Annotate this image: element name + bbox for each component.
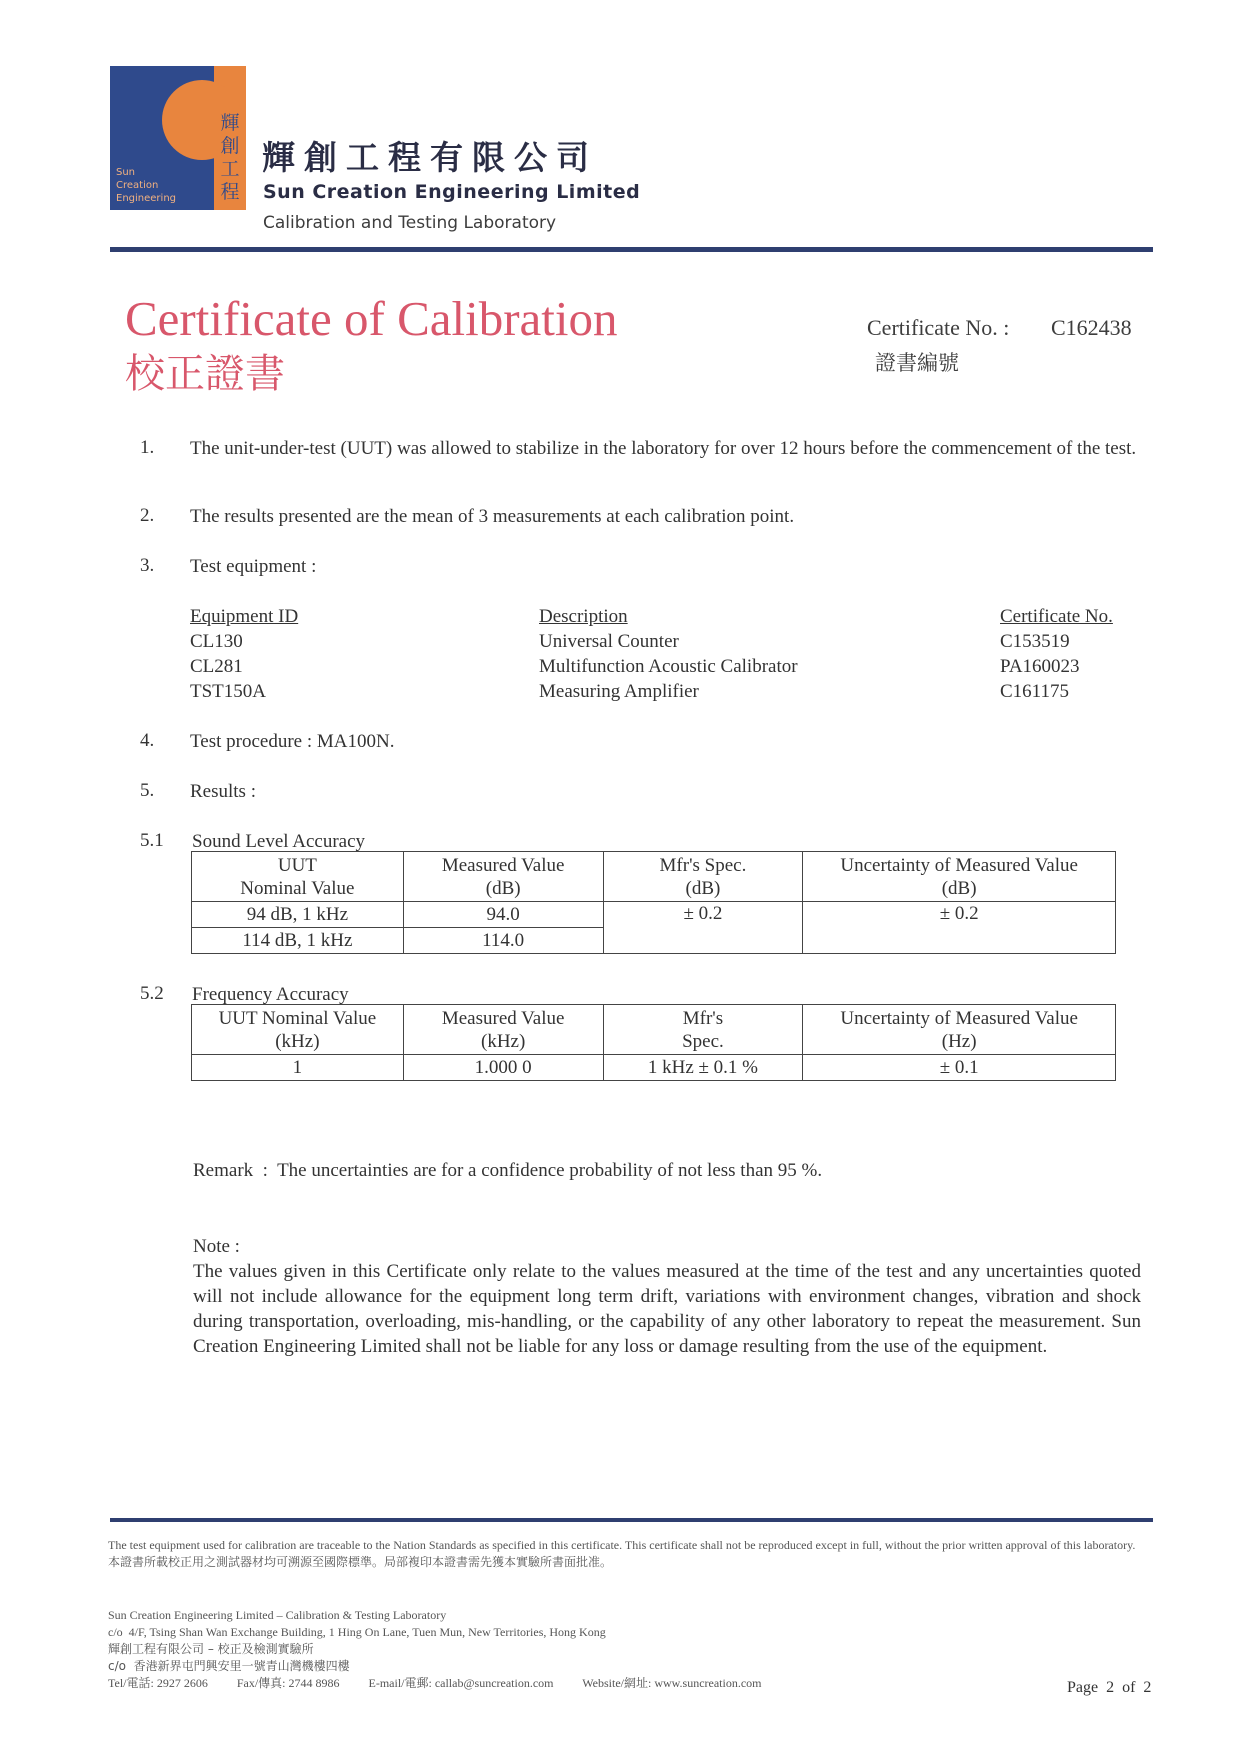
equipment-id: TST150A [190,681,266,702]
website: Website/網址: www.suncreation.com [582,1676,762,1690]
table-header-cell: Mfr's Spec. (dB) [603,852,803,902]
table-row [192,902,1116,928]
traceability-en: The test equipment used for calibration are traceable to the Nation Standards as specified in this certificate. This certificate shall not be reproduced except in full, without the prior written approval of this laboratory. [108,1538,1136,1552]
address-en: c/o 4/F, Tsing Shan Wan Exchange Building, 1 Hing On Lane, Tuen Mun, New Territories, Hong Kong [108,1625,606,1639]
page-number: Page 2 of 2 [1067,1679,1152,1696]
telephone: Tel/電話: 2927 2606 [108,1676,208,1690]
equipment-cert: C161175 [1000,681,1069,702]
equipment-cert: PA160023 [1000,656,1080,677]
table-header-cell: Mfr's Spec. [603,1005,803,1055]
company-subtitle: Calibration and Testing Laboratory [263,213,557,233]
table-header-cell: Uncertainty of Measured Value (Hz) [803,1005,1116,1055]
item-text: The results presented are the mean of 3 measurements at each calibration point. [190,506,795,527]
traceability-zh: 本證書所載校正用之測試器材均可溯源至國際標準。局部複印本證書需先獲本實驗所書面批准。 [108,1555,613,1569]
logo-vertical-text [218,112,242,204]
table-cell: 1 [192,1055,404,1081]
section-number: 5.2 [140,983,164,1004]
section-number: 5.1 [140,830,164,851]
item-number: 2. [140,505,155,526]
item-text: Test equipment : [190,556,317,577]
footer-divider [110,1518,1153,1522]
table-cell: 1 kHz ± 0.1 % [603,1055,803,1081]
equipment-id-header: Equipment ID [190,606,299,627]
lab-name: Sun Creation Engineering Limited – Calibration & Testing Laboratory [108,1608,447,1622]
equipment-description-column [539,604,798,704]
footer-contact [108,1607,1008,1692]
table-cell: 114.0 [403,928,603,954]
table-row [192,1055,1116,1081]
table-cell: 94.0 [403,902,603,928]
equipment-cert-header: Certificate No. [1000,606,1113,627]
item-number: 5. [140,780,155,801]
item-number: 3. [140,555,155,576]
table-header-row [192,1005,1116,1055]
contact-row [108,1675,1008,1692]
logo-char: 創 [220,135,240,157]
logo-small-text [116,166,176,205]
lab-name-zh: 輝創工程有限公司 – 校正及檢測實驗所 [108,1642,314,1656]
address-zh: c/o 香港新界屯門興安里一號青山灣機樓四樓 [108,1659,350,1673]
certificate-title-en: Certificate of Calibration [125,291,618,346]
item-text: Results : [190,781,256,802]
logo-small-line: Sun [116,167,136,178]
company-name-en: Sun Creation Engineering Limited [263,181,641,203]
sound-level-table [191,851,1116,954]
certificate-title-zh: 校正證書 [125,351,285,397]
item-number: 4. [140,730,155,751]
note-text: The values given in this Certificate only relate to the values measured at the time of the test and any uncertainties quoted will not include allowance for the equipment long term drift, variations with environment changes, vibration and shock during transportation, overloading, mis-handling, or the capability of any other laboratory to repeat the measurement. Sun Creation Engineering Limited shall not be liable for any loss or damage resulting from the use of the equipment. [193,1261,1141,1357]
logo-small-line: Creation [116,180,159,191]
item-text: Test procedure : MA100N. [190,731,395,752]
email: E-mail/電郵: callab@suncreation.com [368,1676,554,1690]
section-title: Sound Level Accuracy [192,831,366,852]
logo-char: 輝 [220,112,240,134]
table-cell: ± 0.2 [803,902,1116,954]
note-title: Note : [193,1236,240,1257]
frequency-table [191,1004,1116,1081]
table-header-cell: Measured Value (dB) [403,852,603,902]
table-cell: 114 dB, 1 kHz [192,928,404,954]
certificate-number-label: Certificate No. : [867,315,1010,340]
equipment-description-header: Description [539,606,628,627]
item-number: 1. [140,437,155,458]
item-text: The unit-under-test (UUT) was allowed to stabilize in the laboratory for over 12 hours before the commencement of the test. [190,438,1137,459]
company-logo [110,66,246,210]
logo-small-line: Engineering [116,193,176,204]
equipment-description: Universal Counter [539,631,679,652]
table-cell: 1.000 0 [403,1055,603,1081]
table-cell: ± 0.2 [603,902,803,954]
header-divider [110,247,1153,252]
table-header-row [192,852,1116,902]
equipment-description: Measuring Amplifier [539,681,699,702]
logo-char: 程 [220,181,240,203]
equipment-id-column [190,604,298,704]
equipment-id: CL281 [190,656,243,677]
certificate-number: C162438 [1051,315,1132,340]
equipment-cert-column [1000,604,1113,704]
table-cell: 94 dB, 1 kHz [192,902,404,928]
certificate-number-label-zh: 證書編號 [875,351,959,375]
remark: Remark : The uncertainties are for a confidence probability of not less than 95 %. [193,1160,823,1181]
table-header-cell: UUT Nominal Value (kHz) [192,1005,404,1055]
equipment-description: Multifunction Acoustic Calibrator [539,656,798,677]
table-header-cell: Uncertainty of Measured Value (dB) [803,852,1116,902]
section-title: Frequency Accuracy [192,984,349,1005]
table-header-cell: UUT Nominal Value [192,852,404,902]
fax: Fax/傳真: 2744 8986 [236,1676,340,1690]
equipment-id: CL130 [190,631,243,652]
footer-traceability [108,1537,1158,1571]
equipment-cert: C153519 [1000,631,1070,652]
table-cell: ± 0.1 [803,1055,1116,1081]
table-header-cell: Measured Value (kHz) [403,1005,603,1055]
company-name-zh: 輝創工程有限公司 [262,138,598,177]
logo-char: 工 [220,158,240,180]
